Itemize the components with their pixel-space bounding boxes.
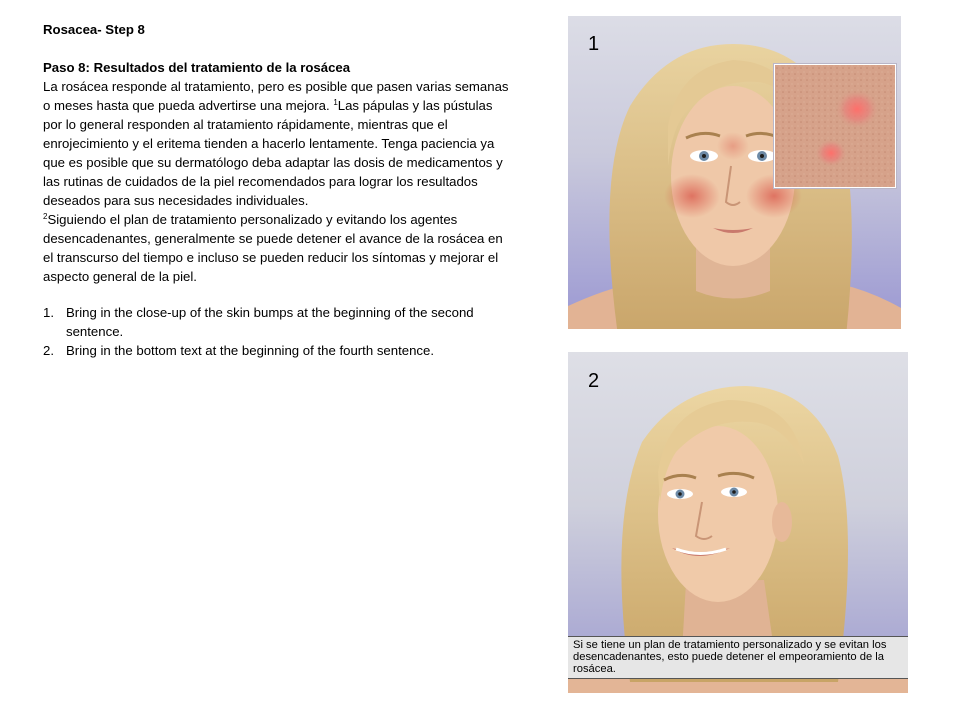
illustration-panel-1 xyxy=(568,16,901,329)
footnote-marker-1: 1 xyxy=(333,98,338,107)
note-number: 2. xyxy=(43,343,54,358)
note-number: 1. xyxy=(43,305,54,320)
note-item xyxy=(43,303,513,341)
footnote-marker-2: 2 xyxy=(43,212,48,221)
paragraph-2 xyxy=(43,210,513,286)
slide-title: Rosacea- Step 8 xyxy=(43,22,145,37)
illustration-panel-2 xyxy=(568,352,908,693)
skin-bumps-closeup-image xyxy=(774,64,896,188)
paragraph-1-text-b: Las pápulas y las pústulas por lo general responden al tratamiento rápidamente, mientras que el enrojecimiento y el eritema tienden a hacerlo lentamente. Tenga paciencia ya que es posible que su dermatólogo deba adaptar las dosis de medicamentos y las rutinas de cuidados de la piel recomendados para lograr los resultados deseados para sus necesidades individuales. xyxy=(43,98,503,208)
panel-number-1: 1 xyxy=(588,33,600,55)
paragraph-1 xyxy=(43,77,513,210)
note-text: Bring in the close-up of the skin bumps at the beginning of the second sentence. xyxy=(66,305,474,339)
note-item xyxy=(43,341,513,360)
panel-number-2: 2 xyxy=(588,370,600,392)
caption-text: Si se tiene un plan de tratamiento personalizado y se evitan los desencadenantes, esto puede detener el empeoramiento de la rosácea. xyxy=(573,639,887,675)
note-text: Bring in the bottom text at the beginning of the fourth sentence. xyxy=(66,343,435,358)
caption-bar xyxy=(568,636,908,679)
animation-notes-list xyxy=(43,303,513,360)
paragraph-1-text-a: La rosácea responde al tratamiento, pero es posible que pasen varias semanas o meses hasta que pueda advertirse una mejora. xyxy=(43,79,509,113)
paragraph-2-text: Siguiendo el plan de tratamiento personalizado y evitando los agentes desencadenantes, generalmente se puede detener el avance de la rosácea en el transcurso del tiempo e incluso se pueden reducir los síntomas y mejorar el aspecto general de la piel. xyxy=(43,212,503,284)
step-subtitle: Paso 8: Resultados del tratamiento de la rosácea xyxy=(43,60,351,75)
slide-text-column xyxy=(43,20,513,360)
